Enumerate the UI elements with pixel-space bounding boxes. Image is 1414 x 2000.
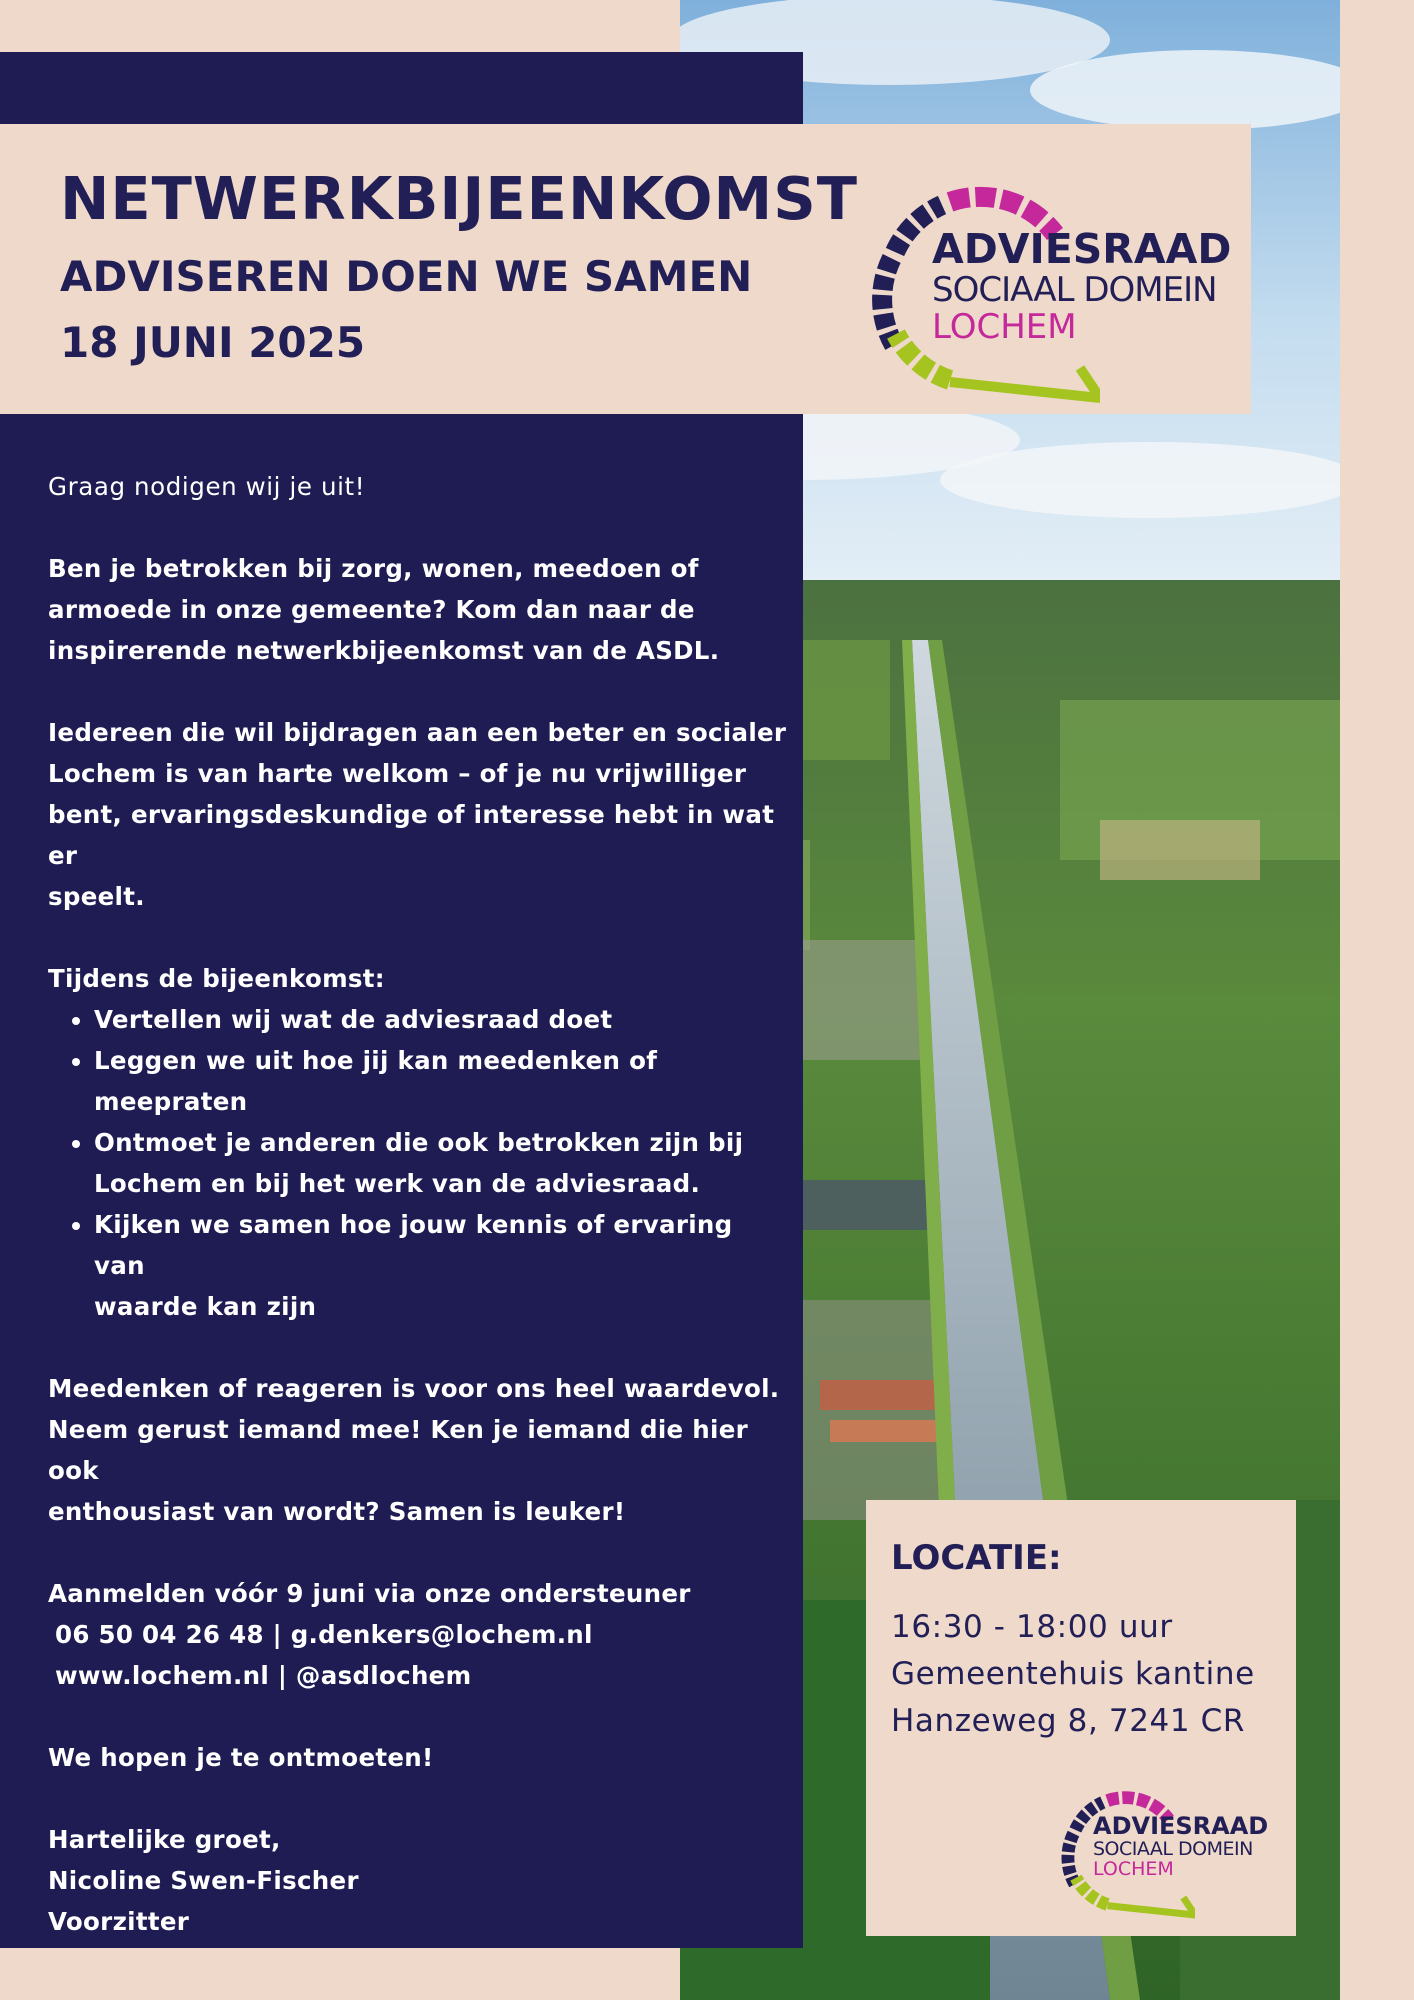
event-date: 18 JUNI 2025 — [60, 318, 366, 367]
logo-line-3: LOCHEM — [932, 307, 1077, 347]
closing: Hartelijke groet, — [48, 1825, 281, 1854]
logo-line-2: SOCIAAL DOMEIN — [1093, 1838, 1253, 1860]
location-time: 16:30 - 18:00 uur — [891, 1609, 1173, 1645]
text-line: armoede in onze gemeente? Kom dan naar de — [48, 595, 695, 624]
right-border-strip — [1340, 0, 1414, 2000]
list-item — [94, 999, 788, 1040]
location-details — [891, 1604, 1255, 1745]
intro-paragraph — [48, 548, 788, 671]
logo-line-2: SOCIAAL DOMEIN — [932, 270, 1217, 310]
during-heading: Tijdens de bijeenkomst: — [48, 964, 385, 993]
logo-line-3: LOCHEM — [1093, 1858, 1174, 1880]
event-title: NETWERKBIJEENKOMST — [60, 164, 858, 233]
signature — [48, 1819, 788, 1942]
list-item — [94, 1040, 788, 1122]
website-line[interactable]: www.lochem.nl | @asdlochem — [55, 1661, 472, 1690]
greeting: Graag nodigen wij je uit! — [48, 472, 366, 501]
location-address: Hanzeweg 8, 7241 CR — [891, 1703, 1246, 1739]
logo-line-1: ADVIESRAAD — [1093, 1812, 1269, 1840]
list-item — [94, 1122, 788, 1204]
navy-top-bar — [0, 52, 803, 124]
logo-line-1: ADVIESRAAD — [932, 225, 1232, 273]
list-item-text: • Kijken we samen hoe jouw kennis of ervaring van — [94, 1210, 733, 1280]
invite-paragraph — [48, 1368, 788, 1532]
text-line: Meedenken of reageren is voor ons heel waardevol. — [48, 1374, 780, 1403]
text-line: speelt. — [48, 882, 145, 911]
text-line: Iedereen die wil bijdragen aan een beter en socialer — [48, 718, 787, 747]
asdl-logo-small — [1055, 1782, 1275, 1922]
invitation-text — [48, 466, 788, 1983]
text-line: enthousiast van wordt? Samen is leuker! — [48, 1497, 626, 1526]
list-item — [94, 1204, 788, 1327]
signer-name: Nicoline Swen-Fischer — [48, 1866, 359, 1895]
list-item-text: waarde kan zijn — [94, 1292, 317, 1321]
text-line: bent, ervaringsdeskundige of interesse hebt in wat er — [48, 800, 775, 870]
hope-line: We hopen je te ontmoeten! — [48, 1743, 434, 1772]
list-item-text: • Ontmoet je anderen die ook betrokken zijn bij — [94, 1128, 744, 1157]
location-title: LOCATIE: — [891, 1538, 1062, 1578]
register-line: Aanmelden vóór 9 juni via onze ondersteuner — [48, 1579, 691, 1608]
text-line: Ben je betrokken bij zorg, wonen, meedoen of — [48, 554, 699, 583]
list-item-text: • Leggen we uit hoe jij kan meedenken of meepraten — [94, 1046, 658, 1116]
register-paragraph — [48, 1573, 788, 1696]
event-subtitle: ADVISEREN DOEN WE SAMEN — [60, 252, 753, 301]
list-item-text: Lochem en bij het werk van de adviesraad. — [94, 1169, 701, 1198]
contact-line[interactable]: 06 50 04 26 48 | g.denkers@lochem.nl — [55, 1620, 593, 1649]
signer-role: Voorzitter — [48, 1907, 190, 1936]
welcome-paragraph — [48, 712, 788, 917]
asdl-logo — [860, 170, 1240, 410]
text-line: Neem gerust iemand mee! Ken je iemand die hier ook — [48, 1415, 749, 1485]
during-list — [48, 999, 788, 1327]
location-venue: Gemeentehuis kantine — [891, 1656, 1255, 1692]
text-line: Lochem is van harte welkom – of je nu vrijwilliger — [48, 759, 747, 788]
text-line: inspirerende netwerkbijeenkomst van de ASDL. — [48, 636, 720, 665]
list-item-text: • Vertellen wij wat de adviesraad doet — [94, 1005, 613, 1034]
